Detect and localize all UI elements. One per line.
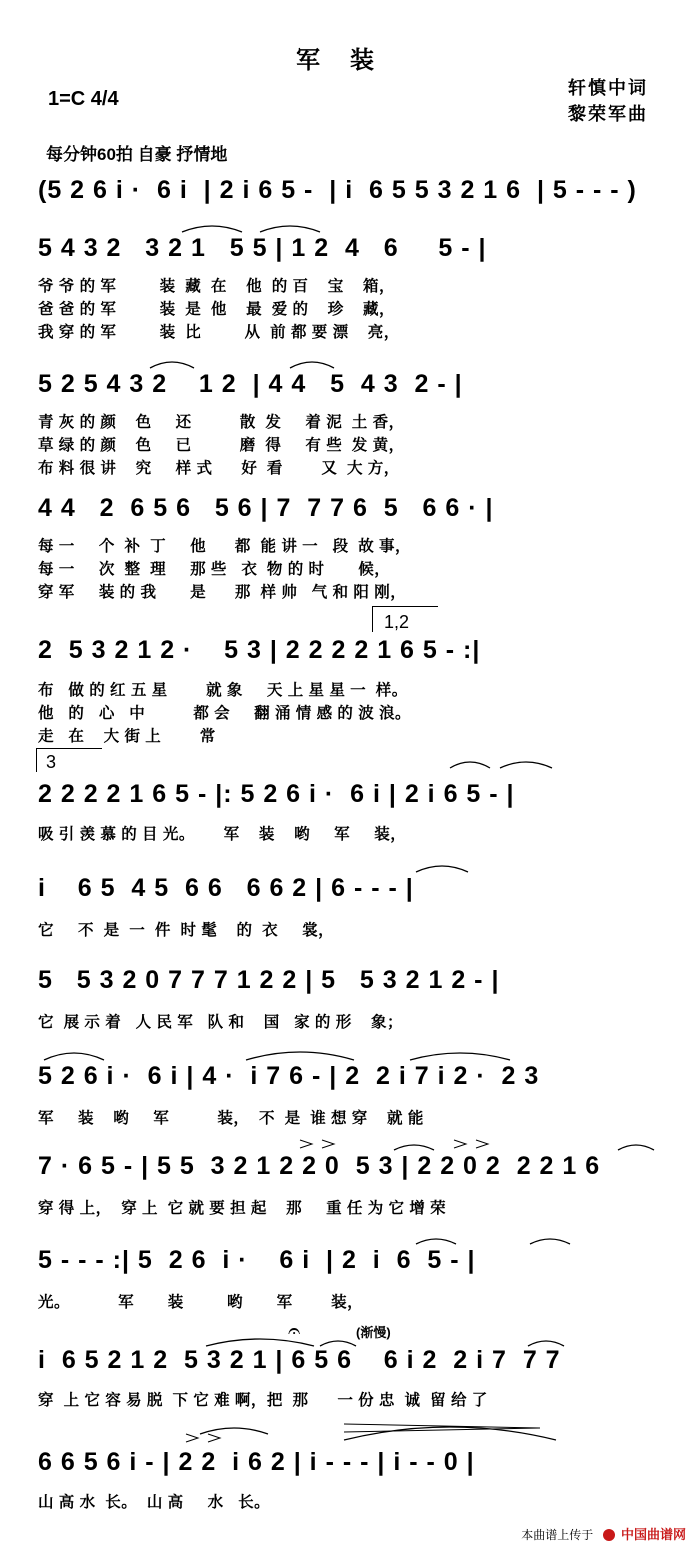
notation-line: 7 · 6 5 - | 5 5 3 2 1 2 2 0 5 3 | 2 2 0 2 2 2 1 6 [38,1152,601,1180]
upload-text: 本曲谱上传于 [521,1528,594,1542]
accent-mark [454,1140,466,1148]
lyric-line-verse-2: 爸 爸 的 军 装 是 他 最 爱 的 珍 藏， [38,301,395,318]
notation-line: 5 - - - :| 5 2 6 i · 6 i | 2 i 6 5 - | [38,1246,476,1274]
tempo-annotation: (渐慢) [356,1325,391,1340]
slur-mark [530,1239,570,1244]
lyric-line: 穿 得 上， 穿 上 它 就 要 担 起 那 重 任 为 它 增 荣 [38,1200,447,1217]
accent-mark [208,1434,220,1442]
lyricist-credit: 轩慎中词 [568,78,648,98]
accent-mark [186,1434,198,1442]
slur-mark [260,226,320,232]
slur-mark [290,362,334,368]
lyric-line-verse-2: 每 一 次 整 理 那 些 衣 物 的 时 候， [38,561,391,578]
volta-3-label: 3 [46,752,57,772]
tempo-marking: 每分钟60拍 自豪 抒情地 [46,145,228,164]
lyric-line-verse-3: 我 穿 的 军 装 比 从 前 都 要 漂 亮， [38,324,400,341]
lyric-line: 光。 军 装 哟 军 装， [38,1294,364,1311]
slur-mark [500,762,552,768]
slur-mark [182,226,242,232]
notation-line: i 6 5 4 5 6 6 6 6 2 | 6 - - - | [38,874,414,902]
lyric-line: 吸 引 羡 慕 的 目 光。 军 装 哟 军 装， [38,826,407,843]
notation-line: 4 4 2 6 5 6 5 6 | 7 7 7 6 5 6 6 · | [38,494,494,522]
slur-mark [410,1053,510,1060]
lyric-line-verse-3: 布 料 很 讲 究 样 式 好 看 又 大 方， [38,460,400,477]
slur-mark [416,866,468,872]
slur-mark [150,362,194,368]
slur-mark [246,1052,354,1060]
slur-mark [416,1239,456,1244]
notation-line: 2 2 2 2 1 6 5 - |: 5 2 6 i · 6 i | 2 i 6 5 - | [38,780,515,808]
slur-mark [206,1339,314,1346]
notation-line: 5 2 5 4 3 2 1 2 | 4 4 5 4 3 2 - | [38,370,463,398]
accent-mark [300,1140,312,1148]
composer-credit: 黎荣军曲 [568,104,648,124]
notation-line: 5 5 3 2 0 7 7 7 1 2 2 | 5 5 3 2 1 2 - | [38,966,500,994]
slur-mark [450,762,490,768]
lyric-line: 穿 上 它 容 易 脱 下 它 难 啊，把 那 一 份 忠 诚 留 给 了 [38,1392,488,1409]
notation-line: 6 6 5 6 i - | 2 2 i 6 2 | i - - - | i - - 0 | [38,1448,475,1476]
lyric-line: 军 装 哟 军 装， 不 是 谁 想 穿 就 能 [38,1110,424,1127]
lyric-line-verse-3: 穿 军 装 的 我 是 那 样 帅 气 和 阳 刚， [38,584,407,601]
lyric-line: 山 高 水 长。 山 高 水 长。 [38,1494,271,1511]
slur-mark [320,1341,356,1346]
volta-1-2-label: 1,2 [384,612,410,632]
lyric-line-verse-1: 布 做 的 红 五 星 就 象 天 上 星 星 一 样。 [38,682,408,699]
slur-mark [528,1341,564,1346]
slur-mark [344,1427,556,1440]
slur-mark [44,1053,104,1060]
site-footer [521,1524,686,1543]
slur-mark [394,1145,434,1150]
notation-line: 5 2 6 i · 6 i | 4 · i 7 6 - | 2 2 i 7 i 2 · 2 3 [38,1062,540,1090]
lyric-line-verse-1: 爷 爷 的 军 装 藏 在 他 的 百 宝 箱， [38,278,395,295]
notation-line: 5 4 3 2 3 2 1 5 5 | 1 2 4 6 5 - | [38,234,487,262]
notation-line: 2 5 3 2 1 2 · 5 3 | 2 2 2 2 1 6 5 - :| [38,636,481,664]
key-signature: 1=C 4/4 [48,88,119,110]
lyric-line-verse-2: 草 绿 的 颜 色 已 磨 得 有 些 发 黄， [38,437,405,454]
slur-mark [618,1145,654,1150]
fermata-icon: 𝄐 [288,1318,301,1343]
accent-mark [476,1140,488,1148]
lyric-line: 它 展 示 着 人 民 军 队 和 国 家 的 形 象； [38,1014,403,1031]
lyric-line-verse-2: 他 的 心 中 都 会 翻 涌 情 感 的 波 浪。 [38,705,411,722]
site-name: 中国曲谱网 [620,1527,686,1542]
site-logo-icon [603,1529,615,1541]
lyric-line: 它 不 是 一 件 时 髦 的 衣 裳， [38,922,335,939]
lyric-line-verse-1: 每 一 个 补 丁 他 都 能 讲 一 段 故 事， [38,538,411,555]
lyric-line-verse-1: 青 灰 的 颜 色 还 散 发 着 泥 土 香， [38,414,405,431]
score-title: 军装 [296,47,404,74]
notation-line: i 6 5 2 1 2 5 3 2 1 | 6 5 6 6 i 2 2 i 7 7 7 [38,1346,561,1374]
slur-mark [200,1428,268,1434]
notation-line: (5 2 6 i · 6 i | 2 i 6 5 - | i 6 5 5 3 2 1 6 | 5 - - - ) [38,176,637,204]
lyric-line-verse-3: 走 在 大 街 上 常 [38,728,216,745]
accent-mark [322,1140,334,1148]
